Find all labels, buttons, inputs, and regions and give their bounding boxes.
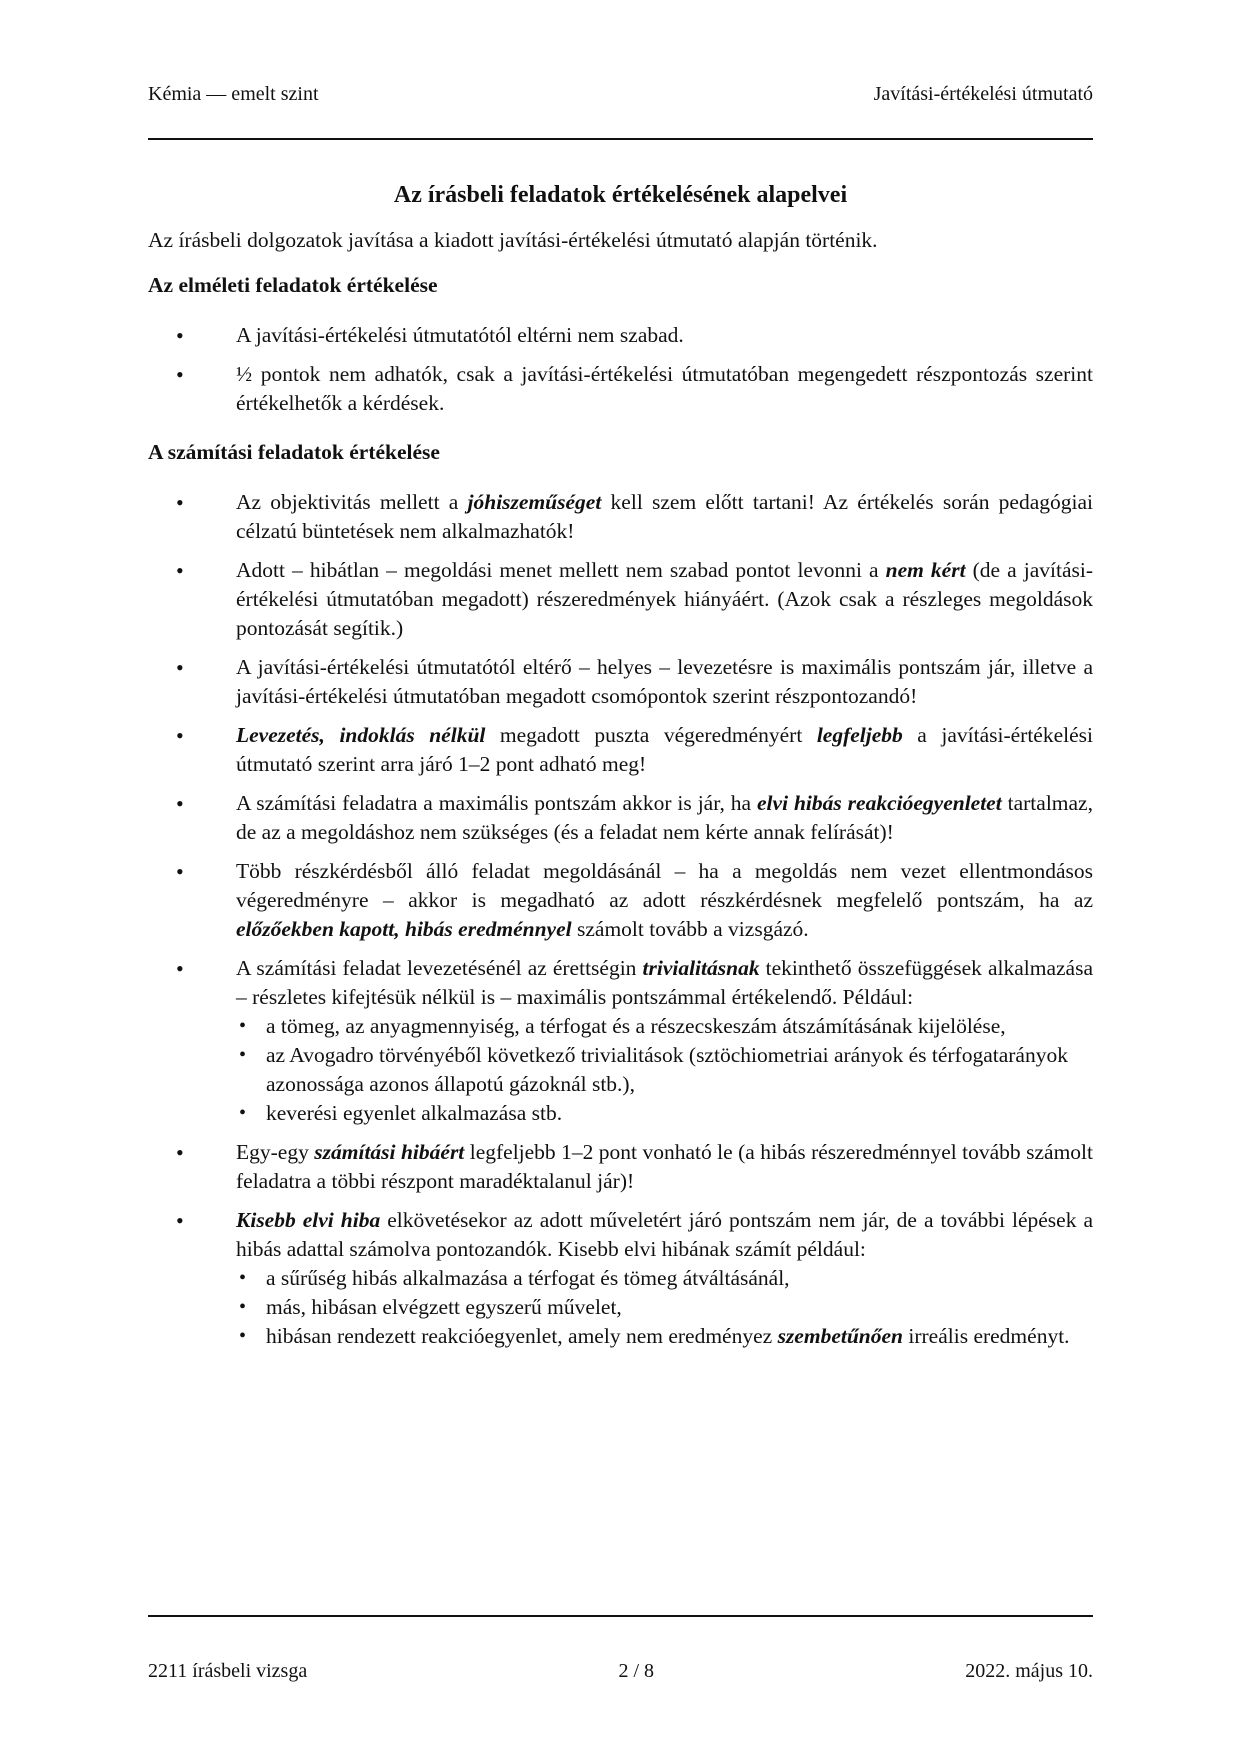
list-item: • Adott – hibátlan – megoldási menet mellett nem szabad pontot levonni a nem kért (de a javítási-értékelési útmutatóban megadott) részeredmények hiányáért. (Azok csak a részleges megoldások pontozását segítik.) [148, 556, 1093, 643]
list-item: • A javítási-értékelési útmutatótól eltérő – helyes – levezetésre is maximális pontszám jár, illetve a javítási-értékelési útmutatóban megadott csomópontok szerint részpontozandó! [148, 653, 1093, 711]
theory-rules-list [148, 321, 1093, 418]
list-item: • Az objektivitás mellett a jóhiszeműséget kell szem előtt tartani! Az értékelés során pedagógiai célzatú büntetések nem alkalmazhatók! [148, 488, 1093, 546]
footer-rule [148, 1615, 1093, 1617]
footer-exam-code: 2211 írásbeli vizsga [148, 1660, 308, 1682]
list-item: • Kisebb elvi hiba elkövetésekor az adott műveletért járó pontszám nem jár, de a további lépések a hibás adattal számolva pontozandók. Kisebb elvi hibának számít például: • a sűrűség hibás alkalmazása a térfogat és tömeg átváltásánál, • más, hibásan elvégzett egyszerű művelet, • hibásan rendezett reakcióegyenlet, amely nem eredményez szembetűnően irreális eredményt. [148, 1206, 1093, 1351]
list-item: • Levezetés, indoklás nélkül megadott puszta végeredményért legfeljebb a javítási-értékelési útmutató szerint arra járó 1–2 pont adható meg! [148, 721, 1093, 779]
emphasis: jóhiszeműséget [467, 490, 602, 514]
list-item: • A számítási feladatra a maximális pontszám akkor is jár, ha elvi hibás reakcióegyenletet tartalmaz, de az a megoldáshoz nem szükséges (és a feladat nem kérte annak felírását)! [148, 789, 1093, 847]
emphasis: előzőekben kapott, hibás eredménnyel [236, 917, 572, 941]
sublist-item: • hibásan rendezett reakcióegyenlet, amely nem eredményez szembetűnően irreális eredményt. [236, 1322, 1093, 1351]
header-rule [148, 138, 1093, 140]
sublist-item: • más, hibásan elvégzett egyszerű művelet, [236, 1293, 1093, 1322]
section-heading-calculation: A számítási feladatok értékelése [148, 440, 440, 464]
list-item: • Több részkérdésből álló feladat megoldásánál – ha a megoldás nem vezet ellentmondásos végeredményre – akkor is megadható az adott részkérdésnek megfelelő pontszám, ha az előzőekben kapott, hibás eredménnyel számolt tovább a vizsgázó. [148, 857, 1093, 944]
sublist-item: • a tömeg, az anyagmennyiség, a térfogat és a részecskeszám átszámításának kijelölése, [236, 1012, 1093, 1041]
emphasis: nem kért [885, 558, 966, 582]
section-heading-theory: Az elméleti feladatok értékelése [148, 273, 438, 297]
intro-paragraph: Az írásbeli dolgozatok javítása a kiadott javítási-értékelési útmutató alapján történik. [148, 228, 878, 252]
sublist-item: • a sűrűség hibás alkalmazása a térfogat és tömeg átváltásánál, [236, 1264, 1093, 1293]
emphasis: Levezetés, indoklás nélkül [236, 723, 486, 747]
page-title: Az írásbeli feladatok értékelésének alapelvei [393, 182, 848, 208]
page-header [148, 83, 1093, 106]
emphasis: számítási hibáért [314, 1140, 465, 1164]
examples-sublist [236, 1012, 1093, 1128]
emphasis: elvi hibás reakcióegyenletet [757, 791, 1002, 815]
page-number: 2 / 8 [618, 1660, 654, 1682]
emphasis: Kisebb elvi hiba [236, 1208, 381, 1232]
page-content [148, 180, 1093, 1371]
list-item: • A számítási feladat levezetésénél az érettségin trivialitásnak tekinthető összefüggések alkalmazása – részletes kifejtésük nélkül is – maximális pontszámmal értékelendő. Például: • a tömeg, az anyagmennyiség, a térfogat és a részecskeszám átszámításának kijelölése, • az Avogadro törvényéből következő trivialitások (sztöchiometriai arányok és térfogatarányok azonossága azonos állapotú gázoknál stb.), • keverési egyenlet alkalmazása stb. [148, 954, 1093, 1128]
emphasis: szembetűnően [777, 1324, 903, 1348]
emphasis: trivialitásnak [642, 956, 760, 980]
emphasis: legfeljebb [816, 723, 903, 747]
sublist-item: • keverési egyenlet alkalmazása stb. [236, 1099, 1093, 1128]
footer-date: 2022. május 10. [965, 1660, 1093, 1682]
calculation-rules-list [148, 488, 1093, 1351]
examples-sublist [236, 1264, 1093, 1351]
header-subject: Kémia — emelt szint [148, 83, 319, 105]
header-doc-type: Javítási-értékelési útmutató [873, 83, 1093, 105]
list-item: • Egy-egy számítási hibáért legfeljebb 1–2 pont vonható le (a hibás részeredménnyel tovább számolt feladatra a többi részpont maradéktalanul jár)! [148, 1138, 1093, 1196]
list-item: • A javítási-értékelési útmutatótól eltérni nem szabad. [148, 321, 1093, 350]
page-footer [148, 1660, 1093, 1683]
sublist-item: • az Avogadro törvényéből következő trivialitások (sztöchiometriai arányok és térfogatarányok azonossága azonos állapotú gázoknál stb.), [236, 1041, 1093, 1099]
list-item: • ½ pontok nem adhatók, csak a javítási-értékelési útmutatóban megengedett részpontozás szerint értékelhetők a kérdések. [148, 360, 1093, 418]
